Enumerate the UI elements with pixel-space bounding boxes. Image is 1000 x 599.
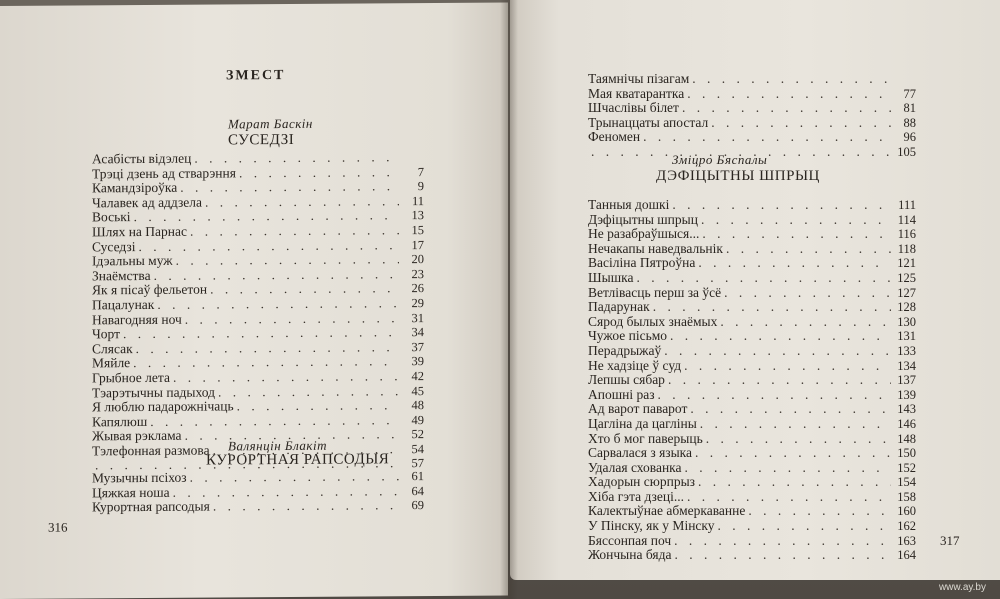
toc-dot-leader [213,498,399,514]
toc-entry-page: 160 [897,504,916,519]
toc-entry-page: 11 [411,193,424,208]
toc-entry-page: 162 [897,519,916,534]
toc-entry [588,461,916,476]
toc-dot-leader [698,475,891,490]
toc-entry-page: 13 [411,208,424,223]
toc-dot-leader [205,194,399,210]
toc-entry-title: Мяйле [92,355,131,371]
section-title: КУРОРТНАЯ РАПСОДЫЯ [206,451,390,469]
toc-entry-page: 88 [903,115,916,130]
toc-entry-page: 69 [411,498,424,513]
toc-dot-leader [239,165,399,181]
toc-dot-leader [664,344,891,359]
toc-dot-leader [690,402,891,417]
toc-dot-leader [706,432,891,447]
toc-dot-leader [718,519,891,534]
toc-dot-leader [653,300,891,315]
toc-entry-title: Не хадзіце ў суд [588,357,682,373]
toc-entry [588,242,916,257]
toc-dot-leader [636,271,891,286]
toc-entry-page: 146 [897,416,916,431]
toc-entry-page: 105 [897,144,916,159]
section-title: СУСЕДЗІ [228,131,295,149]
toc-entry-title: Воські [92,209,131,225]
toc-entry-page: 48 [411,398,424,413]
toc-entry [588,271,916,286]
toc-entry-page: 77 [903,86,916,101]
toc-entry-page: 133 [897,343,916,358]
toc-entry-page: 81 [903,101,916,116]
toc-dot-leader [674,534,891,549]
page-number-right: 317 [940,533,960,548]
toc-entry-title: Камандзіроўка [92,179,178,196]
toc-entry-title: Чорт [92,326,120,342]
section-title: ДЭФІЦЫТНЫ ШПРЫЦ [656,168,820,184]
toc-entry-page: 42 [411,368,424,384]
toc-entry-page: 127 [897,285,916,300]
toc-entry-page: 61 [411,469,424,484]
toc-entry-title: Апошні раз [588,386,655,402]
toc-dot-leader [668,373,891,388]
toc-entry-title: Я люблю падарожнічаць [92,398,234,415]
toc-dot-leader [237,398,399,414]
toc-dot-leader [711,116,891,131]
toc-entry-title: Музычны псіхоз [92,469,187,486]
toc-entry [588,534,916,549]
toc-dot-leader [643,130,891,145]
toc-entry-title: Васіліна Пятроўна [588,255,696,271]
toc-entry [588,315,916,330]
toc-dot-leader [698,256,891,271]
section-author: Марат Баскін [228,115,313,132]
toc-entry-page: 143 [897,402,916,417]
toc-dot-leader [700,417,891,432]
toc-entry-title: Таямнічы пізагам [588,71,690,86]
toc-entry-page: 20 [411,252,424,267]
toc-entry-page: 96 [903,130,916,145]
toc-entry-title: Капялюш [92,413,148,430]
toc-entry-page: 164 [897,548,916,563]
toc-entry-page: 134 [897,358,916,373]
toc-entry-title: Сарвалася з языка [588,445,693,461]
toc-entry [588,388,916,403]
toc-entry-title: Лепшы сябар [588,372,665,388]
toc-entry [588,548,916,563]
toc-entry-title: Тэарэтычны падыход [92,383,215,400]
toc-dot-leader [173,484,399,500]
toc-dot-leader [685,461,891,476]
toc-dot-leader [658,388,891,403]
toc-entry-title: Цяжкая ноша [92,484,170,500]
toc-entry-page: 152 [897,460,916,475]
toc-entry-page: 57 [411,456,424,471]
toc-entry-page: 150 [897,446,916,461]
toc-entry-page: 130 [897,314,916,329]
toc-entry-title: Знаёмства [92,267,151,284]
toc-entry [588,432,916,447]
toc-entry-page: 34 [411,325,424,340]
toc-entry-page: 139 [897,387,916,402]
toc-dot-leader [692,72,891,87]
toc-entry-title: Бяссонпая поч [588,532,672,548]
toc-entry [588,402,916,417]
toc-dot-leader [672,198,891,213]
toc-dot-leader [687,490,891,505]
toc-entry-title: Чужое пісьмо [588,328,668,344]
toc-entry [588,417,916,432]
toc-entry-page: 39 [411,354,424,369]
toc-entry [588,475,916,490]
toc-dot-leader [702,227,891,242]
toc-entry-title: Курортная рапсодыя [92,498,210,515]
toc-entry-page: 37 [411,339,424,354]
toc-entry [588,116,916,131]
toc-entry-page: 15 [411,223,424,238]
toc-entry-page: 29 [411,295,424,311]
toc-entry [588,72,916,87]
toc-dot-leader [180,179,399,195]
toc-entry [588,519,916,534]
toc-entry-title: Хіба гэта дзеці... [588,488,684,504]
toc-entry-page: 116 [897,227,916,242]
toc-dot-leader [185,311,399,327]
toc-entry [588,227,916,242]
toc-entry-title: Мая кватарантка [588,85,685,101]
toc-entry-title: Грыбное лета [92,369,170,386]
toc-dot-leader [218,384,399,400]
book-gutter [500,0,518,599]
toc-entry-page: 121 [897,256,916,271]
toc-entry-title: Нечакапы наведвальнік [588,240,723,256]
toc-entry [588,504,916,519]
toc-entry [588,87,916,102]
toc-entry-page: 158 [897,489,916,504]
toc-entry-title: Як я пісаў фельетон [92,281,208,298]
toc-entry-title: Падарунак [588,299,650,315]
toc-dot-leader [157,296,399,312]
toc-dot-leader [682,101,891,116]
toc-entry-title: Сярод былых знаёмых [588,313,718,329]
toc-dot-leader [687,87,891,102]
toc-entry-title: Калектыўнае абмеркаванне [588,503,746,519]
toc-entry-title: Ідэальны муж [92,252,173,269]
toc-entry-title: Не разабраўшыся... [588,226,700,242]
toc-dot-leader [720,315,891,330]
toc-entry-title: Суседзі [92,238,136,254]
toc-entry-title: Хадорын сюрпрыз [588,474,695,490]
toc-dot-leader [176,252,399,268]
toc-dot-leader [684,359,891,374]
page-number-left: 316 [48,519,68,535]
left-page [0,2,508,599]
toc-dot-leader [701,213,891,228]
toc-entry-title: Ад варот паварот [588,401,688,417]
toc-entry [588,198,916,213]
toc-dot-leader [724,286,891,301]
right-page [510,0,1000,580]
toc-entry-page: 118 [897,241,916,256]
toc-entry-page: 148 [897,431,916,446]
toc-entry-page: 17 [411,237,424,252]
toc-entry-page: 125 [897,270,916,285]
toc-entry-title: Шлях на Парнас [92,223,187,240]
toc-entry-title: Тэлефонная размова [92,442,210,459]
toc-entry-page: 49 [411,412,424,427]
toc-dot-leader [674,548,891,563]
toc-entry-page: 26 [411,281,424,296]
toc-entry-title: Жывая рэклама [92,428,182,444]
toc-entry-page: 64 [411,483,424,498]
toc-entry-title: Удалая схованка [588,459,682,475]
toc-entry [588,130,916,145]
toc-entry [588,490,916,505]
toc-entry-title: Хто б мог паверыць [588,430,703,446]
toc-entry-page: 154 [897,475,916,490]
toc-entry-title: Феномен [588,129,641,145]
toc-entry-title: Трэці дзень ад стварэння [92,164,236,181]
toc-entry-page: 23 [411,266,424,281]
toc-entry [588,286,916,301]
toc-entry-title: Чалавек ад аддзела [92,194,203,211]
toc-entry-title: Жончына бяда [588,547,672,563]
toc-list [92,469,424,515]
toc-entry [588,300,916,315]
toc-list [588,198,916,563]
toc-entry-title: Дэфіцытны шпрыц [588,211,698,227]
watermark: www.ay.by [938,582,986,593]
toc-entry-title: Трынаццаты апостал [588,114,709,130]
toc-entry-title: Ветлівасць перш за ўсё [588,284,722,300]
toc-entry-page: 114 [897,212,916,227]
toc-entry-page: 52 [411,427,424,442]
toc-dot-leader [173,369,399,385]
toc-entry [588,256,916,271]
toc-entry [588,344,916,359]
toc-entry-page: 9 [417,179,424,194]
toc-entry-page: 137 [897,373,916,388]
toc-entry-title: Пацалунак [92,296,155,313]
toc-entry-page: 54 [411,441,424,457]
toc-entry-page: 7 [417,164,424,179]
toc-entry-page: 131 [897,329,916,344]
toc-dot-leader [726,242,891,257]
toc-dot-leader [194,150,399,166]
toc-dot-leader [695,446,891,461]
toc-entry [588,101,916,116]
toc-entry [588,446,916,461]
toc-dot-leader [748,504,891,519]
toc-dot-leader [190,223,399,239]
toc-entry-title: Перадрыжаў [588,342,662,358]
toc-entry-title: Цагліна да цагліны [588,415,697,431]
toc-entry-page: 163 [897,533,916,548]
toc-entry-title: Танныя дошкі [588,197,670,212]
toc-entry-title: Слясак [92,340,133,357]
toc-dot-leader [670,329,891,344]
toc-entry-page: 128 [897,300,916,315]
toc-dot-leader [210,282,399,298]
toc-entry-title: Шышка [588,269,634,285]
toc-list [588,72,916,160]
toc-entry-page: 111 [898,198,916,212]
section-author: Валянцін Блакіт [228,437,327,454]
toc-entry [588,359,916,374]
toc-entry-page: 31 [411,310,424,325]
toc-list [92,150,424,473]
toc-dot-leader [190,469,399,485]
toc-heading: ЗМЕСТ [226,68,286,84]
toc-entry [92,498,424,515]
toc-entry [588,213,916,228]
toc-entry [588,329,916,344]
toc-entry-title: Шчаслівы білет [588,100,679,116]
toc-entry-title: Асабісты вiдэлец [92,150,192,167]
toc-entry [588,373,916,388]
toc-entry-title: У Пінску, як у Мінску [588,518,715,534]
toc-entry-title: Навагодняя ноч [92,311,182,327]
section-author: Зміцро Бяспалы [672,152,768,167]
toc-entry-page: 45 [411,383,424,398]
